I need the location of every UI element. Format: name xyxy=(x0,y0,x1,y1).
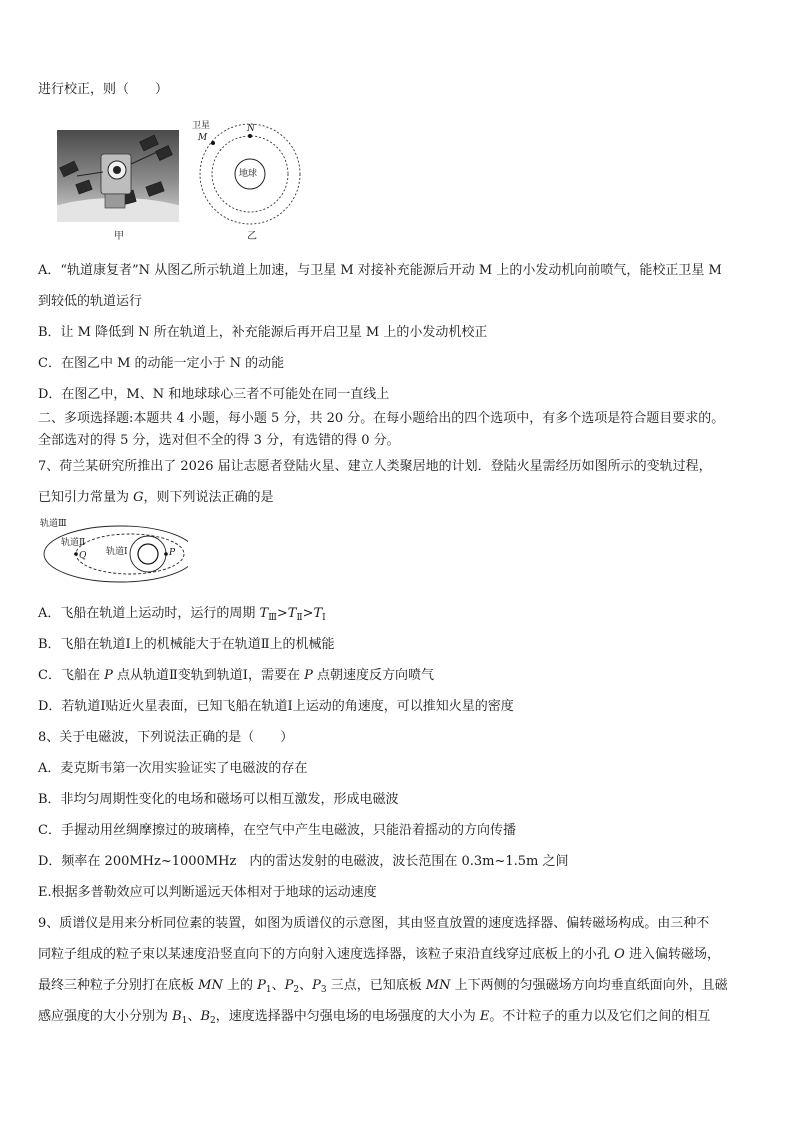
label-m: M xyxy=(198,133,208,143)
q8-stem: 8、关于电磁波，下列说法正确的是（ ） xyxy=(38,730,294,745)
q7-stem-line1: 7、荷兰某研究所推出了 2026 届让志愿者登陆火星、建立人类聚居地的计划．登陆火星需经历如图所示的变轨过程， xyxy=(38,459,712,474)
intro-line: 进行校正，则（ ） xyxy=(38,82,169,97)
q7-option-c: C．飞船在 P 点从轨道Ⅱ变轨到轨道Ⅰ，需要在 P 点朝速度反方向喷气 xyxy=(38,668,434,683)
q9-line2: 同粒子组成的粒子束以某速度沿竖直向下的方向射入速度选择器，该粒子束沿直线穿过底板上的小孔 O 进入偏转磁场， xyxy=(38,947,720,962)
q6-option-c: C．在图乙中 M 的动能一定小于 N 的动能 xyxy=(38,356,285,371)
orbit-diagram-yi xyxy=(190,118,310,230)
q7-option-d: D．若轨道Ⅰ贴近火星表面，已知飞船在轨道Ⅰ上运动的角速度，可以推知火星的密度 xyxy=(38,699,514,714)
label-earth: 地球 xyxy=(239,169,258,179)
q7-option-a: A．飞船在轨道上运动时，运行的周期 $T_Ⅲ>T_Ⅱ>T_Ⅰ$ xyxy=(38,606,326,623)
q8-option-d: D．频率在 200MHz~1000MHz 内的雷达发射的电磁波，波长范围在 0.3m~1.5m 之间 xyxy=(38,854,569,869)
q8-option-a: A．麦克斯韦第一次用实验证实了电磁波的存在 xyxy=(38,761,308,776)
q6-option-b: B．让 M 降低到 N 所在轨道上，补充能源后再开启卫星 M 上的小发动机校正 xyxy=(38,325,488,340)
caption-yi: 乙 xyxy=(247,231,257,242)
label-orbit1: 轨道Ⅰ xyxy=(106,547,128,557)
satellite-photo-figure xyxy=(57,130,179,222)
q8-option-b: B．非均匀周期性变化的电场和磁场可以相互激发，形成电磁波 xyxy=(38,792,399,807)
caption-jia: 甲 xyxy=(114,231,124,242)
q6-option-a-line1: A．“轨道康复者”N 从图乙所示轨道上加速，与卫星 M 对接补充能源后开动 M 上的小发动机向前喷气，能校正卫星 M xyxy=(38,263,722,278)
label-n: N xyxy=(247,124,255,134)
q8-option-e: E.根据多普勒效应可以判断遥远天体相对于地球的运动速度 xyxy=(38,885,377,900)
label-q: Q xyxy=(79,551,87,561)
q9-line4: 感应强度的大小分别为 $B_1$、$B_2$，速度选择器中匀强电场的电场强度的大小为 E。不计粒子的重力以及它们之间的相互 xyxy=(38,1009,711,1026)
label-satellite: 卫星 xyxy=(192,121,211,131)
label-orbit3: 轨道Ⅲ xyxy=(40,519,67,529)
q7-stem-line2: 已知引力常量为 G，则下列说法正确的是 xyxy=(38,490,274,505)
q7-orbit-diagram xyxy=(38,515,188,587)
q9-line1: 9、质谱仪是用来分析同位素的装置，如图为质谱仪的示意图，其由竖直放置的速度选择器、偏转磁场构成。由三种不 xyxy=(38,916,710,931)
q7-option-b: B．飞船在轨道Ⅰ上的机械能大于在轨道Ⅱ上的机械能 xyxy=(38,637,335,652)
q8-option-c: C．手握动用丝绸摩擦过的玻璃棒，在空气中产生电磁波，只能沿着摇动的方向传播 xyxy=(38,823,516,838)
q9-line3: 最终三种粒子分别打在底板 MN 上的 $P_1$、$P_2$、$P_3$ 三点，已知底板 MN 上下两侧的匀强磁场方向均垂直纸面向外，且磁 xyxy=(38,978,728,995)
satellite-photo-icon xyxy=(57,130,179,222)
label-orbit2: 轨道Ⅱ xyxy=(61,538,86,548)
section2-line2: 全部选对的得 5 分，选对但不全的得 3 分，有选错的得 0 分。 xyxy=(38,433,400,448)
label-p: P xyxy=(169,548,176,558)
section2-line1: 二、多项选择题:本题共 4 小题，每小题 5 分，共 20 分。在每小题给出的四个选项中，有多个选项是符合题目要求的。 xyxy=(38,411,725,426)
q6-option-a-line2: 到较低的轨道运行 xyxy=(38,294,143,309)
q6-option-d: D．在图乙中，M、N 和地球球心三者不可能处在同一直线上 xyxy=(38,387,390,402)
